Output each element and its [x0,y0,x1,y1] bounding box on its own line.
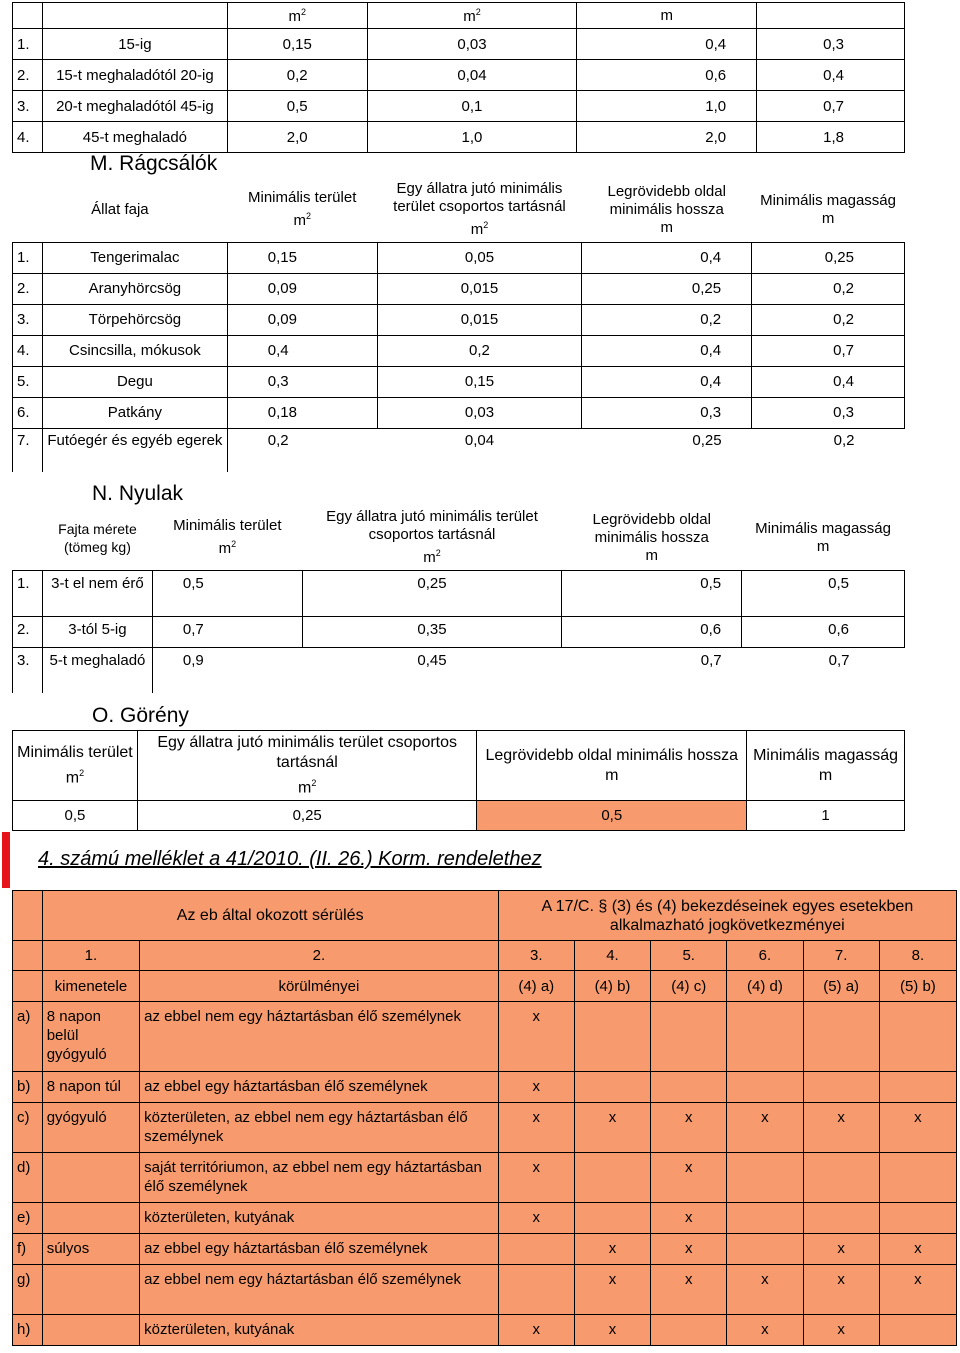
annex-row [13,1103,957,1153]
column-number: 1. [42,941,139,971]
mark-cell: x [651,1153,727,1203]
cell-area: 0,3 [227,366,377,397]
column-number: 3. [498,941,574,971]
unit-side: m [577,3,757,29]
cell-height: 0,4 [752,366,905,397]
header-breed: Fajta mérete (tömeg kg) [58,520,137,555]
cell-group: 0,1 [367,91,577,122]
header-area: Minimális terület $m^2$ [173,517,282,558]
cell-height: 0,7 [757,91,905,122]
row-label: 45-t meghaladó [42,122,227,153]
cell-group: 0,04 [464,431,495,449]
cell-side: 0,6 [562,616,742,647]
red-margin-bar [2,832,10,888]
mark-cell: x [803,1265,879,1315]
cell-side: 1,0 [577,91,757,122]
column-label: (4) b) [574,971,650,1002]
cell-group: 0,25 [137,801,477,831]
mark-cell [879,1002,956,1072]
header-side: Legrövidebb oldal minimális hossza m [592,510,711,564]
cell-group: 0,25 [302,570,562,616]
table-row [13,570,905,616]
cell-group: 0,015 [377,273,582,304]
row-key: h) [13,1315,43,1346]
mark-cell: x [651,1265,727,1315]
cell-area: 0,5 [227,91,367,122]
unit-area: $m^2$ [227,3,367,29]
table-o [12,730,905,831]
row-label: 15-ig [42,29,227,60]
row-key: c) [13,1103,43,1153]
table-row [13,616,905,647]
row-circumstance: közterületen, kutyának [140,1203,499,1234]
row-key: e) [13,1203,43,1234]
section-n-title: N. Nyulak [92,482,184,505]
cell-group: 0,015 [377,304,582,335]
unit-row [13,3,905,29]
column-number: 2. [140,941,499,971]
mark-cell [803,1072,879,1103]
row-circumstance: saját territóriumon, az ebbel nem egy háztartásban élő személynek [140,1153,499,1203]
cell-height: 0,5 [742,570,905,616]
mark-cell: x [498,1315,574,1346]
cell-side: 2,0 [577,122,757,153]
mark-cell [727,1203,803,1234]
mark-cell: x [498,1072,574,1103]
column-number: 6. [727,941,803,971]
row-key: b) [13,1072,43,1103]
header-area: Minimális terület $m^2$ [13,731,138,801]
row-label: 3-t el nem érő [42,570,152,616]
row-outcome [42,1315,139,1346]
column-label: körülményei [140,971,499,1002]
cell-group: 0,35 [302,616,562,647]
mark-cell: x [498,1103,574,1153]
cell-group: 0,2 [377,335,582,366]
mark-cell [498,1234,574,1265]
row-label: 3-tól 5-ig [42,616,152,647]
cell-area: 0,7 [152,616,302,647]
mark-cell: x [803,1234,879,1265]
table-m [12,178,905,472]
header-side: Legrövidebb oldal minimális hossza m [607,182,726,236]
mark-cell [803,1002,879,1072]
mark-cell [651,1315,727,1346]
cell-group: 0,15 [377,366,582,397]
section-o-title: O. Görény [92,704,189,727]
column-label: (4) a) [498,971,574,1002]
mark-cell: x [574,1234,650,1265]
row-number: 3. [13,304,43,335]
cell-height: 0,25 [752,242,905,273]
annex-row [13,1203,957,1234]
column-label: (5) a) [803,971,879,1002]
table-row [13,242,905,273]
cell-area: 0,15 [227,242,377,273]
mark-cell [727,1002,803,1072]
cell-group: 0,03 [377,397,582,428]
annex-header [13,891,957,941]
row-label: Aranyhörcsög [42,273,227,304]
row-key: a) [13,1002,43,1072]
cell-area: 2,0 [227,122,367,153]
row-label: Csincsilla, mókusok [42,335,227,366]
cell-side: 0,6 [577,60,757,91]
table-row [13,91,905,122]
row-number: 4. [13,335,43,366]
row-number: 6. [13,397,43,428]
row-label: 20-t meghaladótól 45-ig [42,91,227,122]
cell-area: 0,4 [227,335,377,366]
cell-side: 0,7 [700,651,722,669]
cell-area: 0,2 [267,431,289,449]
mark-cell [651,1072,727,1103]
cell-side: 0,25 [692,431,722,449]
table-row [13,397,905,428]
cell-area: 0,5 [13,801,138,831]
mark-cell: x [727,1315,803,1346]
row-outcome: 8 napon túl [42,1072,139,1103]
row-label: Futóegér és egyéb egerek [42,428,227,472]
column-label: (4) c) [651,971,727,1002]
mark-cell: x [727,1103,803,1153]
mark-cell: x [574,1315,650,1346]
cell-height: 0,6 [742,616,905,647]
header-injury: Az eb által okozott sérülés [42,891,498,941]
section-m-title: M. Rágcsálók [90,152,218,175]
row-label: Degu [42,366,227,397]
mark-cell [879,1203,956,1234]
cell-side: 0,4 [582,242,752,273]
row-outcome: 8 napon belül gyógyuló [42,1002,139,1072]
cell-area: 0,18 [227,397,377,428]
mark-cell [879,1153,956,1203]
table-row [13,304,905,335]
cell-group: 0,05 [377,242,582,273]
header-area: Minimális terület $m^2$ [248,189,357,230]
table-o-row [13,801,905,831]
column-number-row [13,941,957,971]
cell-side: 0,4 [577,29,757,60]
table-o-header [13,731,905,801]
header-height: Minimális magasság m [747,731,905,801]
header-animal: Állat faja [91,200,149,218]
row-key: g) [13,1265,43,1315]
row-number: 4. [13,122,43,153]
row-number: 3. [13,91,43,122]
cell-height: 0,3 [752,397,905,428]
cell-side: 0,4 [582,366,752,397]
mark-cell [498,1265,574,1315]
column-number: 8. [879,941,956,971]
cell-side: 0,2 [582,304,752,335]
row-outcome: gyógyuló [42,1103,139,1153]
mark-cell: x [803,1103,879,1153]
mark-cell [879,1315,956,1346]
mark-cell [727,1153,803,1203]
column-number: 7. [803,941,879,971]
table-row [13,273,905,304]
column-label-row [13,971,957,1002]
mark-cell: x [879,1103,956,1153]
mark-cell: x [803,1315,879,1346]
cell-group: 0,04 [367,60,577,91]
cell-height: 1 [747,801,905,831]
row-label: 15-t meghaladótól 20-ig [42,60,227,91]
mark-cell: x [498,1002,574,1072]
cell-group: 0,03 [367,29,577,60]
annex-row [13,1234,957,1265]
row-circumstance: az ebbel nem egy háztartásban élő személynek [140,1265,499,1315]
cell-area: 0,09 [227,304,377,335]
table-row [13,366,905,397]
annex-row [13,1315,957,1346]
row-circumstance: az ebbel nem egy háztartásban élő személynek [140,1002,499,1072]
row-key: f) [13,1234,43,1265]
cell-height: 0,2 [752,304,905,335]
mark-cell [574,1203,650,1234]
cell-height: 0,4 [757,60,905,91]
annex-row [13,1265,957,1315]
mark-cell: x [498,1203,574,1234]
column-number: 5. [651,941,727,971]
header-height: Minimális magasság m [760,191,896,227]
annex-title: 4. számú melléklet a 41/2010. (II. 26.) Korm. rendelethez [38,848,542,870]
mark-cell [727,1072,803,1103]
mark-cell: x [727,1265,803,1315]
row-label: Törpehörcsög [42,304,227,335]
row-number: 3. [13,647,43,693]
cell-group: 1,0 [367,122,577,153]
cell-height: 0,7 [828,651,850,669]
cell-group: 0,45 [417,651,447,669]
mark-cell: x [651,1203,727,1234]
table-m-header [13,178,905,242]
mark-cell: x [574,1103,650,1153]
row-number: 5. [13,366,43,397]
row-outcome [42,1265,139,1315]
mark-cell [879,1072,956,1103]
header-group: Egy állatra jutó minimális terület csoportos tartásnál $m^2$ [137,731,477,801]
row-label: Tengerimalac [42,242,227,273]
cell-area: 0,09 [227,273,377,304]
header-group: Egy állatra jutó minimális terület csoportos tartásnál $m^2$ [326,508,538,567]
annex-table [12,890,957,1346]
header-side: Legrövidebb oldal minimális hossza m [477,731,747,801]
cell-height: 0,7 [752,335,905,366]
unit-group: $m^2$ [367,3,577,29]
row-outcome [42,1203,139,1234]
mark-cell [727,1234,803,1265]
table-l [12,2,905,153]
cell-side: 0,5 [562,570,742,616]
empty-cell [13,971,43,1002]
header-height: Minimális magasság m [755,519,891,555]
annex-row [13,1072,957,1103]
table-row [13,29,905,60]
cell-height: 1,8 [757,122,905,153]
row-number: 1. [13,29,43,60]
mark-cell [651,1002,727,1072]
mark-cell [574,1002,650,1072]
table-row [13,335,905,366]
table-row [13,122,905,153]
row-circumstance: az ebbel egy háztartásban élő személynek [140,1072,499,1103]
row-number: 7. [13,428,43,472]
row-outcome: súlyos [42,1234,139,1265]
header-group: Egy állatra jutó minimális terület csoportos tartásnál $m^2$ [393,180,566,239]
mark-cell: x [879,1265,956,1315]
row-circumstance: közterületen, az ebbel nem egy háztartásban élő személynek [140,1103,499,1153]
table-row [13,647,905,693]
cell-side: 0,25 [582,273,752,304]
mark-cell [803,1153,879,1203]
mark-cell: x [498,1153,574,1203]
cell-area: 0,9 [182,651,204,669]
row-number: 1. [13,570,43,616]
cell-area: 0,2 [227,60,367,91]
column-label: (4) d) [727,971,803,1002]
column-label: kimenetele [42,971,139,1002]
mark-cell: x [879,1234,956,1265]
cell-area: 0,5 [152,570,302,616]
cell-side: 0,4 [582,335,752,366]
mark-cell: x [574,1265,650,1315]
column-number: 4. [574,941,650,971]
row-key: d) [13,1153,43,1203]
row-circumstance: közterületen, kutyának [140,1315,499,1346]
row-label: 5-t meghaladó [42,647,152,693]
table-n-header [13,506,905,570]
row-number: 1. [13,242,43,273]
row-number: 2. [13,616,43,647]
cell-side: 0,3 [582,397,752,428]
row-label: Patkány [42,397,227,428]
annex-row [13,1153,957,1203]
cell-height: 0,3 [757,29,905,60]
mark-cell [574,1072,650,1103]
column-label: (5) b) [879,971,956,1002]
table-row [13,60,905,91]
cell-area: 0,15 [227,29,367,60]
table-n [12,506,905,693]
row-circumstance: az ebbel egy háztartásban élő személynek [140,1234,499,1265]
annex-row [13,1002,957,1072]
row-number: 2. [13,273,43,304]
row-number: 2. [13,60,43,91]
mark-cell [803,1203,879,1234]
mark-cell: x [651,1234,727,1265]
mark-cell [574,1153,650,1203]
row-outcome [42,1153,139,1203]
cell-height: 0,2 [752,273,905,304]
cell-side: 0,5 [477,801,747,831]
empty-cell [13,941,43,971]
header-consequence: A 17/C. § (3) és (4) bekezdéseinek egyes esetekben alkalmazható jogkövetkezményei [498,891,956,941]
mark-cell: x [651,1103,727,1153]
cell-height: 0,2 [833,431,855,449]
table-row [13,428,905,472]
